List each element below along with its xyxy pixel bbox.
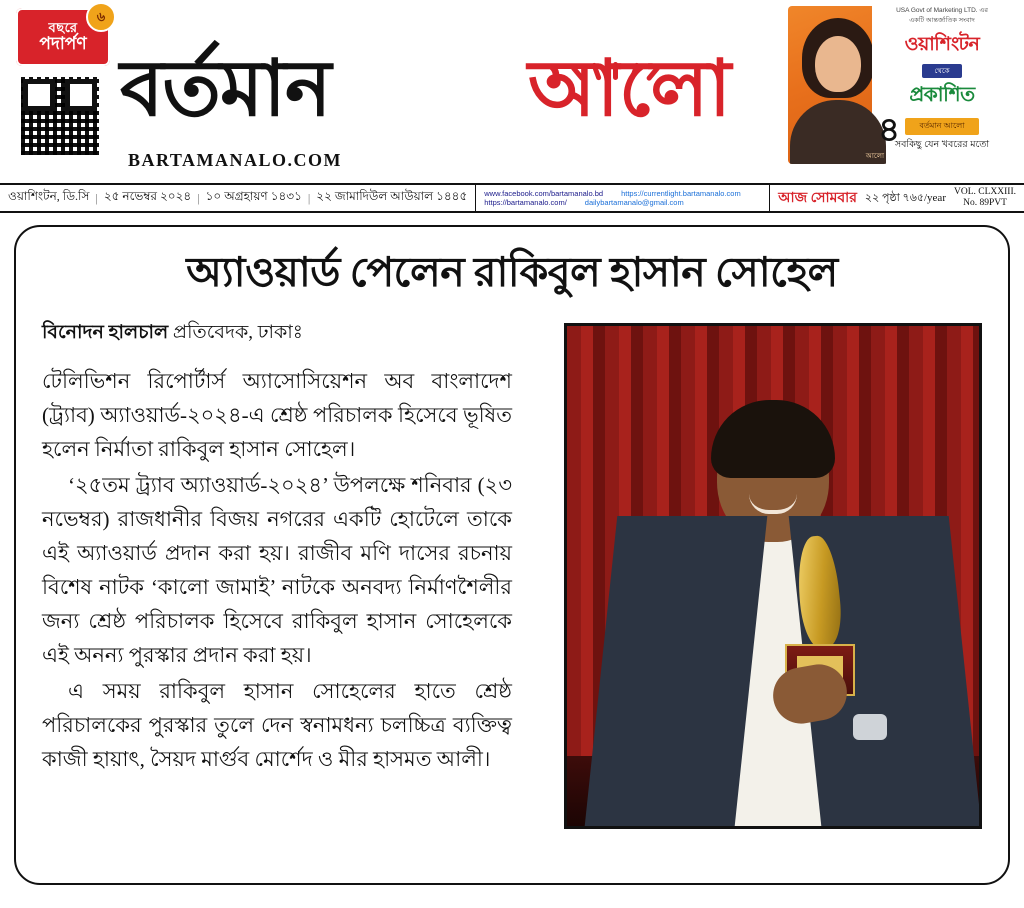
dateline-date-hijri: ২২ জামাদিউল আউয়াল ১৪৪৫ (316, 189, 468, 203)
dateline-separator-2: | (197, 190, 200, 205)
article-paragraph: ‘২৫তম ট্র্যাব অ্যাওয়ার্ড-২০২৪’ উপলক্ষে শনিবার (২৩ নভেম্বর) রাজধানীর বিজয় নগরের একটি হোটেলে তাকে এই অ্যাওয়ার্ড প্রদান করা হয়। রাজীব মণি দাসের রচনায় বিশেষ নাটক ‘কালো জামাই’ নাটকে অনবদ্য নির্মাণশৈলীর জন্য শ্রেষ্ঠ পরিচালক হিসেবে রাকিবুল হাসান সোহেলকে এই অনন্য পুরস্কার প্রদান করা হয়। (42, 473, 512, 668)
website-link[interactable]: https://bartamanalo.com/ (484, 198, 567, 207)
dateline-place: ওয়াশিংটন, ডি.সি (8, 189, 90, 203)
currentlight-link[interactable]: https://currentlight.bartamanalo.com (621, 188, 741, 198)
volume-info (954, 187, 1016, 209)
byline-reporter: প্রতিবেদক, ঢাকাঃ (172, 322, 303, 344)
today-label: আজ সোমবার (778, 191, 857, 206)
qr-code-icon[interactable] (18, 74, 102, 158)
dateline-date-bn: ১০ অগ্রহায়ণ ১৪৩১ (205, 189, 302, 203)
page-count: ২২ পৃষ্ঠা ৭৬৫/year (864, 191, 946, 204)
page-number-badge: ৪ (878, 112, 901, 149)
nameplate-black-text: বর্তমান (120, 45, 331, 132)
article-photo (564, 323, 982, 829)
email-link[interactable]: dailybartamanalo@gmail.com (584, 198, 684, 207)
ad-brand-1: ওয়াশিংটন (904, 33, 980, 55)
article-paragraph: টেলিভিশন রিপোর্টার্স অ্যাসোসিয়েশন অব বাংলাদেশ (ট্র্যাব) অ্যাওয়ার্ড-২০২৪-এ শ্রেষ্ঠ পরিচালক হিসেবে ভূষিত হলেন নির্মাতা রাকিবুল হাসান সোহেল। (42, 369, 512, 462)
stamp-line-2: পদার্পণ (39, 33, 87, 53)
edition-info (770, 185, 1024, 211)
photo-watch (853, 714, 887, 740)
dateline-date-en: ২৫ নভেম্বর ২০২৪ (103, 189, 192, 203)
portrait-face (815, 36, 861, 92)
nameplate (120, 42, 770, 152)
dateline-separator-3: | (307, 190, 311, 205)
stamp-line-1: বছরে (48, 20, 78, 36)
anniversary-stamp (16, 8, 110, 66)
dateline-separator-1: | (95, 190, 98, 205)
contact-links (475, 185, 770, 211)
facebook-link[interactable]: www.facebook.com/bartamanalo.bd (484, 188, 604, 198)
ad-top-line-1: USA Govt of Marketing LTD. এর (896, 7, 988, 14)
ad-chip: থেকে (922, 64, 962, 78)
info-bar (0, 183, 1024, 213)
article-body (42, 364, 512, 776)
trophy-figure (793, 534, 844, 650)
byline-section: বিনোদন হালচাল (42, 322, 169, 344)
article-paragraph: এ সময় রাকিবুল হাসান সোহেলের হাতে শ্রেষ্ঠ পরিচালকের পুরস্কার তুলে দেন স্বনামধন্য চলচ্চিত্র ব্যক্তিত্ব কাজী হায়াৎ, সৈয়দ মার্গুব মোর্শেদ ও মীর হাসমত আলী। (42, 679, 512, 772)
dateline (0, 185, 475, 211)
masthead (0, 0, 1024, 183)
portrait-caption: আলো (865, 153, 884, 160)
nameplate-red-text: আলো (528, 45, 732, 132)
stamp-badge: ৬ (86, 2, 116, 32)
volume-line-1: VOL. CLXXIII. (953, 187, 1016, 198)
article-headline: অ্যাওয়ার্ড পেলেন রাকিবুল হাসান সোহেল (186, 249, 838, 295)
volume-line-2: No. 89PVT (963, 198, 1007, 208)
ad-ribbon: বর্তমান আলো (905, 118, 979, 135)
article-container (14, 225, 1010, 885)
ad-brand-2: প্রকাশিত (909, 83, 975, 106)
site-url[interactable]: BARTAMANALO.COM (128, 150, 343, 170)
ad-tagline: সবকিছু যেন খবরের মতো (894, 138, 990, 150)
ad-top-line-2: একটি আন্তর্জাতিক সংবাদ (909, 16, 975, 24)
